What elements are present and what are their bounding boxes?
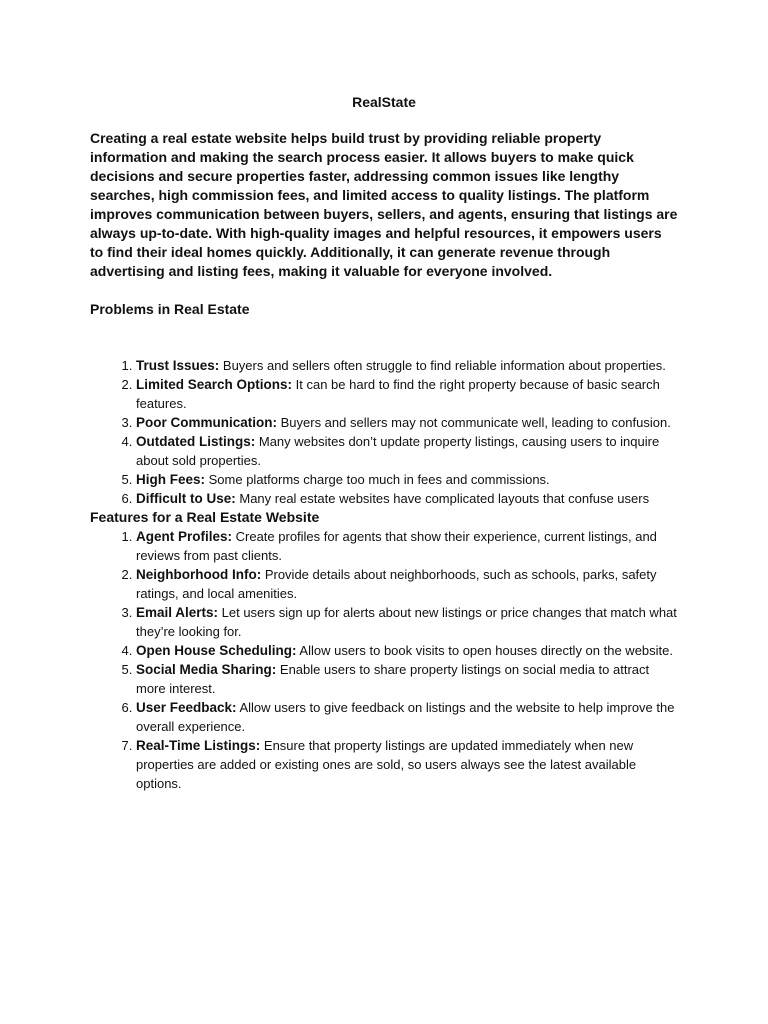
- item-text: It can be hard to find the right property because of basic search features.: [136, 377, 660, 411]
- item-term: Agent Profiles:: [136, 529, 233, 544]
- features-list: [90, 527, 678, 793]
- list-item: [136, 641, 678, 660]
- item-text: Enable users to share property listings on social media to attract more interest.: [136, 662, 650, 696]
- item-term: Trust Issues:: [136, 358, 220, 373]
- list-item: [136, 470, 678, 489]
- list-item: [136, 736, 678, 793]
- item-term: Poor Communication:: [136, 415, 277, 430]
- item-text: Provide details about neighborhoods, such as schools, parks, safety ratings, and local amenities.: [136, 567, 657, 601]
- item-text: Allow users to book visits to open houses directly on the website.: [296, 643, 673, 658]
- item-term: Email Alerts:: [136, 605, 219, 620]
- problems-heading: Problems in Real Estate: [90, 301, 250, 317]
- list-item: [136, 527, 678, 565]
- list-item: [136, 603, 678, 641]
- item-term: Real-Time Listings:: [136, 738, 261, 753]
- features-heading: Features for a Real Estate Website: [90, 509, 320, 525]
- item-text: Allow users to give feedback on listings and the website to help improve the overall experience.: [136, 700, 675, 734]
- item-term: Difficult to Use:: [136, 491, 236, 506]
- document-title: RealState: [352, 94, 416, 110]
- item-term: High Fees:: [136, 472, 206, 487]
- item-term: Open House Scheduling:: [136, 643, 297, 658]
- list-item: [136, 489, 678, 508]
- item-term: Limited Search Options:: [136, 377, 293, 392]
- list-item: [136, 565, 678, 603]
- problems-list: [90, 356, 678, 508]
- list-item: [136, 660, 678, 698]
- intro-paragraph: Creating a real estate website helps build trust by providing reliable property information and making the search process easier. It allows buyers to make quick decisions and secure properties faster, addressing common issues like lengthy searches, high commission fees, and limited access to quality listings. The platform improves communication between buyers, sellers, and agents, ensuring that listings are always up-to-date. With high-quality images and helpful resources, it empowers users to find their ideal homes quickly. Additionally, it can generate revenue through advertising and listing fees, making it valuable for everyone involved.: [90, 130, 678, 279]
- item-term: Social Media Sharing:: [136, 662, 277, 677]
- list-item: [136, 375, 678, 413]
- list-item: [136, 698, 678, 736]
- item-text: Let users sign up for alerts about new listings or price changes that match what they’re looking for.: [136, 605, 677, 639]
- item-text: Some platforms charge too much in fees and commissions.: [205, 472, 550, 487]
- item-text: Buyers and sellers may not communicate well, leading to confusion.: [277, 415, 671, 430]
- item-text: Many websites don’t update property listings, causing users to inquire about sold properties.: [136, 434, 660, 468]
- item-text: Many real estate websites have complicated layouts that confuse users: [235, 491, 650, 506]
- item-text: Create profiles for agents that show their experience, current listings, and reviews from past clients.: [136, 529, 657, 563]
- list-item: [136, 432, 678, 470]
- item-term: Outdated Listings:: [136, 434, 256, 449]
- item-text: Ensure that property listings are updated immediately when new properties are added or existing ones are sold, so users always see the latest available options.: [136, 738, 637, 791]
- item-term: Neighborhood Info:: [136, 567, 262, 582]
- list-item: [136, 413, 678, 432]
- item-term: User Feedback:: [136, 700, 237, 715]
- list-item: [136, 356, 678, 375]
- item-text: Buyers and sellers often struggle to find reliable information about properties.: [219, 358, 666, 373]
